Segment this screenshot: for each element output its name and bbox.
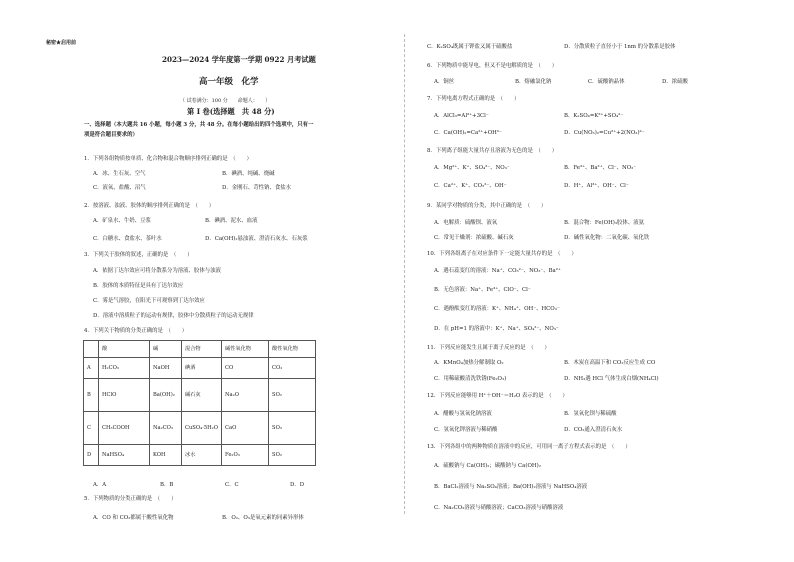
question-2-stem: 2．按溶液、浊液、胶体的顺序排列正确的是 （ ） (84, 203, 215, 209)
question-11-option-a[interactable]: A．KMnO₄加热分解制取 O₂ (434, 360, 504, 366)
table-cell: SO₂ (269, 445, 316, 466)
question-13-stem: 13．下列各组中的两种物质在溶液中的反应，可用同一离子方程式表示的是 （ ） (427, 444, 631, 450)
question-4-option-c[interactable]: C．C (225, 482, 239, 488)
question-6-option-d[interactable]: D．浓硫酸 (662, 79, 688, 85)
question-7-option-a[interactable]: A．AlCl₃=Al³⁺+3Cl⁻ (434, 113, 489, 119)
instructions-line1: 一、选择题（本大题共 16 小题，每小题 3 分，共 48 分。在每小题给出的四个选项中，只有一 (84, 122, 314, 128)
table-cell: D (84, 445, 99, 466)
question-6-option-b[interactable]: B．熔融氯化钠 (515, 79, 552, 85)
question-12-option-b[interactable]: B．氢氧化钡与稀硫酸 (564, 411, 617, 417)
question-5-option-b[interactable]: B．O₂、O₃是氧元素的同素异形体 (222, 515, 304, 521)
question-2-option-b[interactable]: B．碘酒、泥水、血液 (205, 218, 258, 224)
table-cell: NaHSO₄ (99, 445, 150, 466)
table-cell: CH₃COOH (99, 412, 150, 445)
question-8-option-d[interactable]: D．H⁺、Al³⁺、OH⁻、Cl⁻ (564, 183, 629, 189)
table-cell: NaOH (150, 358, 182, 379)
question-11-option-b[interactable]: B．木炭在高温下和 CO₂反应生成 CO (564, 360, 656, 366)
secret-label: 秘密★启用前 (46, 40, 77, 46)
question-7-stem: 7．下列电离方程式正确的是 （ ） (427, 96, 520, 102)
question-2-option-d[interactable]: D．Ca(OH)₂悬浊液、澄清石灰水、石灰浆 (205, 236, 308, 242)
question-5-option-d[interactable]: D．分散质粒子直径小于 1nm 的分散系是胶体 (564, 44, 676, 50)
table-cell: C (84, 412, 99, 445)
table-cell: 冰水 (182, 445, 222, 466)
table-cell: CO₂ (269, 358, 316, 379)
question-1-option-c[interactable]: C．液氧、盐酸、沼气 (93, 185, 146, 191)
question-13-option-c[interactable]: C．Na₂CO₃溶液与硝酸溶液；CaCO₃溶液与硝酸溶液 (434, 505, 564, 511)
table-header-cell: 酸性氧化物 (269, 341, 316, 358)
question-3-option-c[interactable]: C．雾是气溶胶，在阳光下可观察到丁达尔效应 (93, 298, 205, 304)
question-5-stem: 5．下列物质的分类正确的是 （ ） (84, 496, 177, 502)
table-header-cell: 碱性氧化物 (222, 341, 269, 358)
table-cell: Na₂CO₃ (150, 412, 182, 445)
table-cell: Fe₂O₃ (222, 445, 269, 466)
question-7-option-d[interactable]: D．Cu(NO₃)₂=Cu²⁺+2(NO₃)²⁻ (564, 130, 645, 136)
exam-title: 2023—2024 学年度第一学期 0922 月考试题 (162, 55, 316, 64)
question-9-option-d[interactable]: D．碱性氧化物：二氧化碳、氧化铁 (564, 235, 650, 241)
table-cell: SO₂ (269, 379, 316, 412)
question-12-option-a[interactable]: A．醋酸与氢氧化钠溶液 (434, 411, 492, 417)
table-row (84, 445, 316, 466)
question-8-option-a[interactable]: A．Mg²⁺、K⁺、SO₄²⁻、NO₃⁻ (434, 165, 510, 171)
question-4-option-a[interactable]: A．A (93, 482, 107, 488)
question-10-option-d[interactable]: D．在 pH=1 的溶液中：K⁺、Na⁺、SO₄²⁻、NO₃⁻ (434, 326, 559, 332)
column-divider (404, 34, 406, 514)
table-cell: 碘酒 (182, 358, 222, 379)
table-header-cell: 混合物 (182, 341, 222, 358)
table-row (84, 379, 316, 412)
question-8-stem: 8．下列离子组能大量共存且溶液为无色的是 （ ） (427, 148, 558, 154)
question-3-stem: 3．下列关于胶体的叙述，正确的是 （ ） (84, 252, 193, 258)
table-cell: 碱石灰 (182, 379, 222, 412)
question-3-option-b[interactable]: B．胶体的本质特征是具有丁达尔效应 (93, 283, 184, 289)
question-7-option-b[interactable]: B．K₂SO₄=K²⁺+SO₄²⁻ (564, 113, 624, 119)
table-header-cell: 酸 (99, 341, 150, 358)
question-1-option-d[interactable]: D．金刚石、苛性钠、食盐水 (222, 185, 292, 191)
question-6-stem: 6．下列物质中能导电，但又不是电解质的是 （ ） (427, 63, 558, 69)
question-12-stem: 12．下列反应能够用 H⁺＋OH⁻＝H₂O 表示的是 （ ） (427, 393, 568, 399)
table-cell: CO (222, 358, 269, 379)
table-cell: Na₂O (222, 379, 269, 412)
question-9-stem: 9．某同学对物质的分类，其中正确的是 （ ） (427, 203, 547, 209)
table-row (84, 412, 316, 445)
question-11-stem: 11．下列反应能发生且属于离子反应的是 （ ） (427, 345, 550, 351)
table-cell: Ba(OH)₂ (150, 379, 182, 412)
table-cell: H₂CO₃ (99, 358, 150, 379)
question-4-option-d[interactable]: D．D (290, 482, 305, 488)
table-header-cell: 碱 (150, 341, 182, 358)
question-10-option-a[interactable]: A．遇石蕊变红的溶液：Na⁺、CO₃²⁻、NO₃⁻、Ba²⁺ (434, 268, 561, 274)
question-3-option-d[interactable]: D．溶液中溶质粒子的运动有规律，胶体中分散质粒子的运动无规律 (93, 313, 254, 319)
question-2-option-c[interactable]: C．白糖水、食盐水、茶叶水 (93, 236, 162, 242)
question-5-option-a[interactable]: A．CO 和 CO₂都属于酸性氧化物 (93, 515, 174, 521)
table-cell: CuSO₄·5H₂O (182, 412, 222, 445)
question-6-option-a[interactable]: A．铜丝 (434, 79, 455, 85)
table-cell: SO₃ (269, 412, 316, 445)
exam-subject: 高一年级 化学 (199, 77, 259, 87)
question-8-option-b[interactable]: B．Fe³⁺、Ba²⁺、Cl⁻、NO₃⁻ (564, 165, 637, 171)
question-9-option-a[interactable]: A．电解质：硫酸钡、液氧 (434, 220, 498, 226)
question-9-option-c[interactable]: C．常见干燥剂：浓硫酸、碱石灰 (434, 235, 514, 241)
table-cell: HClO (99, 379, 150, 412)
question-11-option-d[interactable]: D．NH₃遇 HCl 气体生成白烟(NH₄Cl) (564, 376, 659, 382)
question-10-stem: 10．下列各组离子在对应条件下一定能大量共存的是 （ ） (427, 251, 577, 257)
question-3-option-a[interactable]: A．依据丁达尔效应可将分散系分为溶液、胶体与浊液 (93, 268, 221, 274)
exam-meta: （ 试卷满分：100 分 命题人： ） (180, 98, 271, 104)
table-cell: B (84, 379, 99, 412)
question-13-option-b[interactable]: B．BaCl₂溶液与 Na₂SO₄溶液；Ba(OH)₂溶液与 NaHSO₄溶液 (434, 484, 588, 490)
question-11-option-c[interactable]: C．用稀硫酸清洗铁锈(Fe₂O₃) (434, 376, 507, 382)
question-9-option-b[interactable]: B．混合物：Fe(OH)₃胶体、液氨 (564, 220, 644, 226)
table-cell: A (84, 358, 99, 379)
section-title: 第 Ⅰ 卷(选择题 共 48 分) (187, 107, 275, 116)
table-header-cell (84, 341, 99, 358)
question-12-option-c[interactable]: C．氢氧化钾溶液与稀硝酸 (434, 427, 498, 433)
question-6-option-c[interactable]: C．硫酸钠晶体 (588, 79, 625, 85)
classification-table (83, 340, 316, 466)
question-1-option-a[interactable]: A．冰、生石灰、空气 (93, 171, 146, 177)
table-cell: KOH (150, 445, 182, 466)
table-row (84, 358, 316, 379)
question-2-option-a[interactable]: A．矿泉水、牛奶、豆浆 (93, 218, 151, 224)
table-cell: CaO (222, 412, 269, 445)
question-4-stem: 4．下列关于物质的分类正确的是 （ ） (84, 328, 188, 334)
question-10-option-b[interactable]: B．无色溶液：Na⁺、Fe³⁺、ClO⁻、Cl⁻ (434, 287, 531, 293)
question-1-stem: 1．下列各组物质按单质、化合物和混合物顺序排列正确的是 （ ） (84, 156, 252, 162)
instructions-line2: 项是符合题目要求的） (84, 132, 138, 138)
question-5-option-c[interactable]: C．K₂SO₄既属于钾盐又属于硫酸盐 (427, 44, 513, 50)
question-7-option-c[interactable]: C．Ca(OH)₂=Ca²⁺+OH²⁻ (434, 130, 502, 136)
question-12-option-d[interactable]: D．CO₂通入澄清石灰水 (564, 427, 623, 433)
question-10-option-c[interactable]: C．遇酚酞变红的溶液：K⁺、NH₄⁺、OH⁻、HCO₃⁻ (434, 306, 560, 312)
question-4-option-b[interactable]: B．B (160, 482, 174, 488)
table-header-row (84, 341, 316, 358)
question-1-option-b[interactable]: B．碘酒、纯碱、烧碱 (222, 171, 275, 177)
question-13-option-a[interactable]: A．硫酸钠与 Ca(OH)₂；碳酸钠与 Ca(OH)₂ (434, 463, 541, 469)
question-8-option-c[interactable]: C．Ca²⁺、K⁺、CO₃²⁻、OH⁻ (434, 183, 507, 189)
